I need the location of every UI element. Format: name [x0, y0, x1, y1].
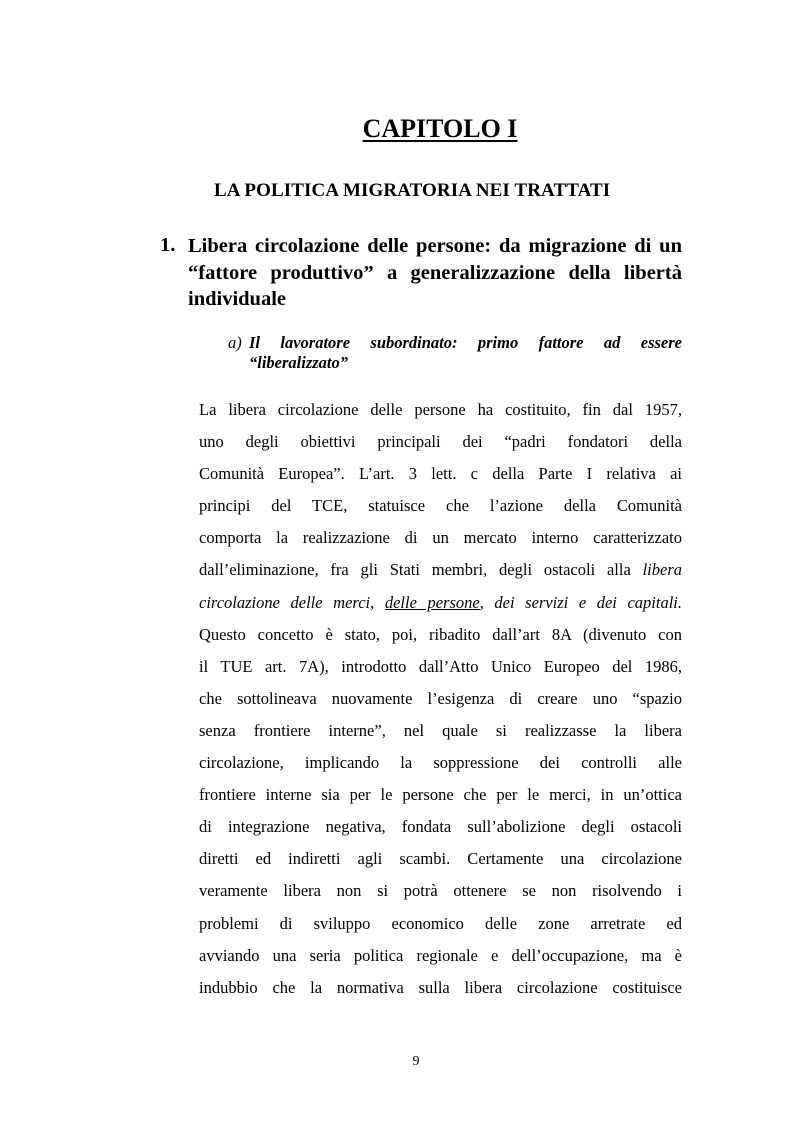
italic-text: circolazione delle merci,: [199, 592, 375, 612]
body-line: uno degli obiettivi principali dei “padri fondatori della: [199, 432, 682, 452]
subheading-letter: a): [228, 333, 242, 352]
body-line-text: dall’eliminazione, fra gli Stati membri, degli ostacoli alla: [199, 560, 631, 580]
heading-1: Libera circolazione delle persone: da migrazione di un “fattore produttivo” a generalizzazione della libertà individuale: [188, 235, 682, 310]
body-line: veramente libera non si potrà ottenere se non risolvendo i: [199, 881, 682, 901]
chapter-title: CAPITOLO I: [362, 114, 518, 143]
body-line: Comunità Europea”. L’art. 3 lett. c della Parte I relativa ai: [199, 464, 682, 484]
body-paragraph: [199, 394, 682, 1004]
body-line: La libera circolazione delle persone ha costituito, fin dal 1957,: [199, 400, 682, 419]
body-line: Questo concetto è stato, poi, ribadito dall’art 8A (divenuto con: [199, 624, 682, 644]
body-line: senza frontiere interne”, nel quale si realizzasse la libera: [199, 720, 682, 740]
heading-number: 1.: [160, 234, 176, 256]
body-line: diretti ed indiretti agli scambi. Certamente una circolazione: [199, 849, 682, 869]
body-line: avviando una seria politica regionale e dell’occupazione, ma è: [199, 945, 682, 965]
page-number: 9: [412, 1054, 420, 1069]
body-line: di integrazione negativa, fondata sull’abolizione degli ostacoli: [199, 817, 682, 837]
body-line: comporta la realizzazione di un mercato interno caratterizzato: [199, 528, 682, 548]
body-line: il TUE art. 7A), introdotto dall’Atto Unico Europeo del 1986,: [199, 656, 682, 676]
body-line: circolazione, implicando la soppressione dei controlli alle: [199, 753, 682, 773]
italic-text: , dei servizi e dei capitali.: [479, 592, 682, 612]
italic-text: libera: [642, 560, 683, 580]
body-line: problemi di sviluppo economico delle zone arretrate ed: [199, 913, 682, 933]
body-line: indubbio che la normativa sulla libera circolazione costituisce: [199, 977, 682, 997]
section-title: LA POLITICA MIGRATORIA NEI TRATTATI: [214, 180, 611, 201]
body-line: [199, 587, 682, 619]
body-line: [199, 554, 682, 586]
body-line: frontiere interne sia per le persone che per le merci, in un’ottica: [199, 785, 682, 805]
body-line: che sottolineava nuovamente l’esigenza di creare uno “spazio: [199, 688, 682, 708]
subheading: Il lavoratore subordinato: primo fattore ad essere “liberalizzato”: [249, 333, 682, 372]
underlined-text: delle persone: [384, 592, 480, 612]
body-line: principi del TCE, statuisce che l’azione della Comunità: [199, 496, 682, 516]
